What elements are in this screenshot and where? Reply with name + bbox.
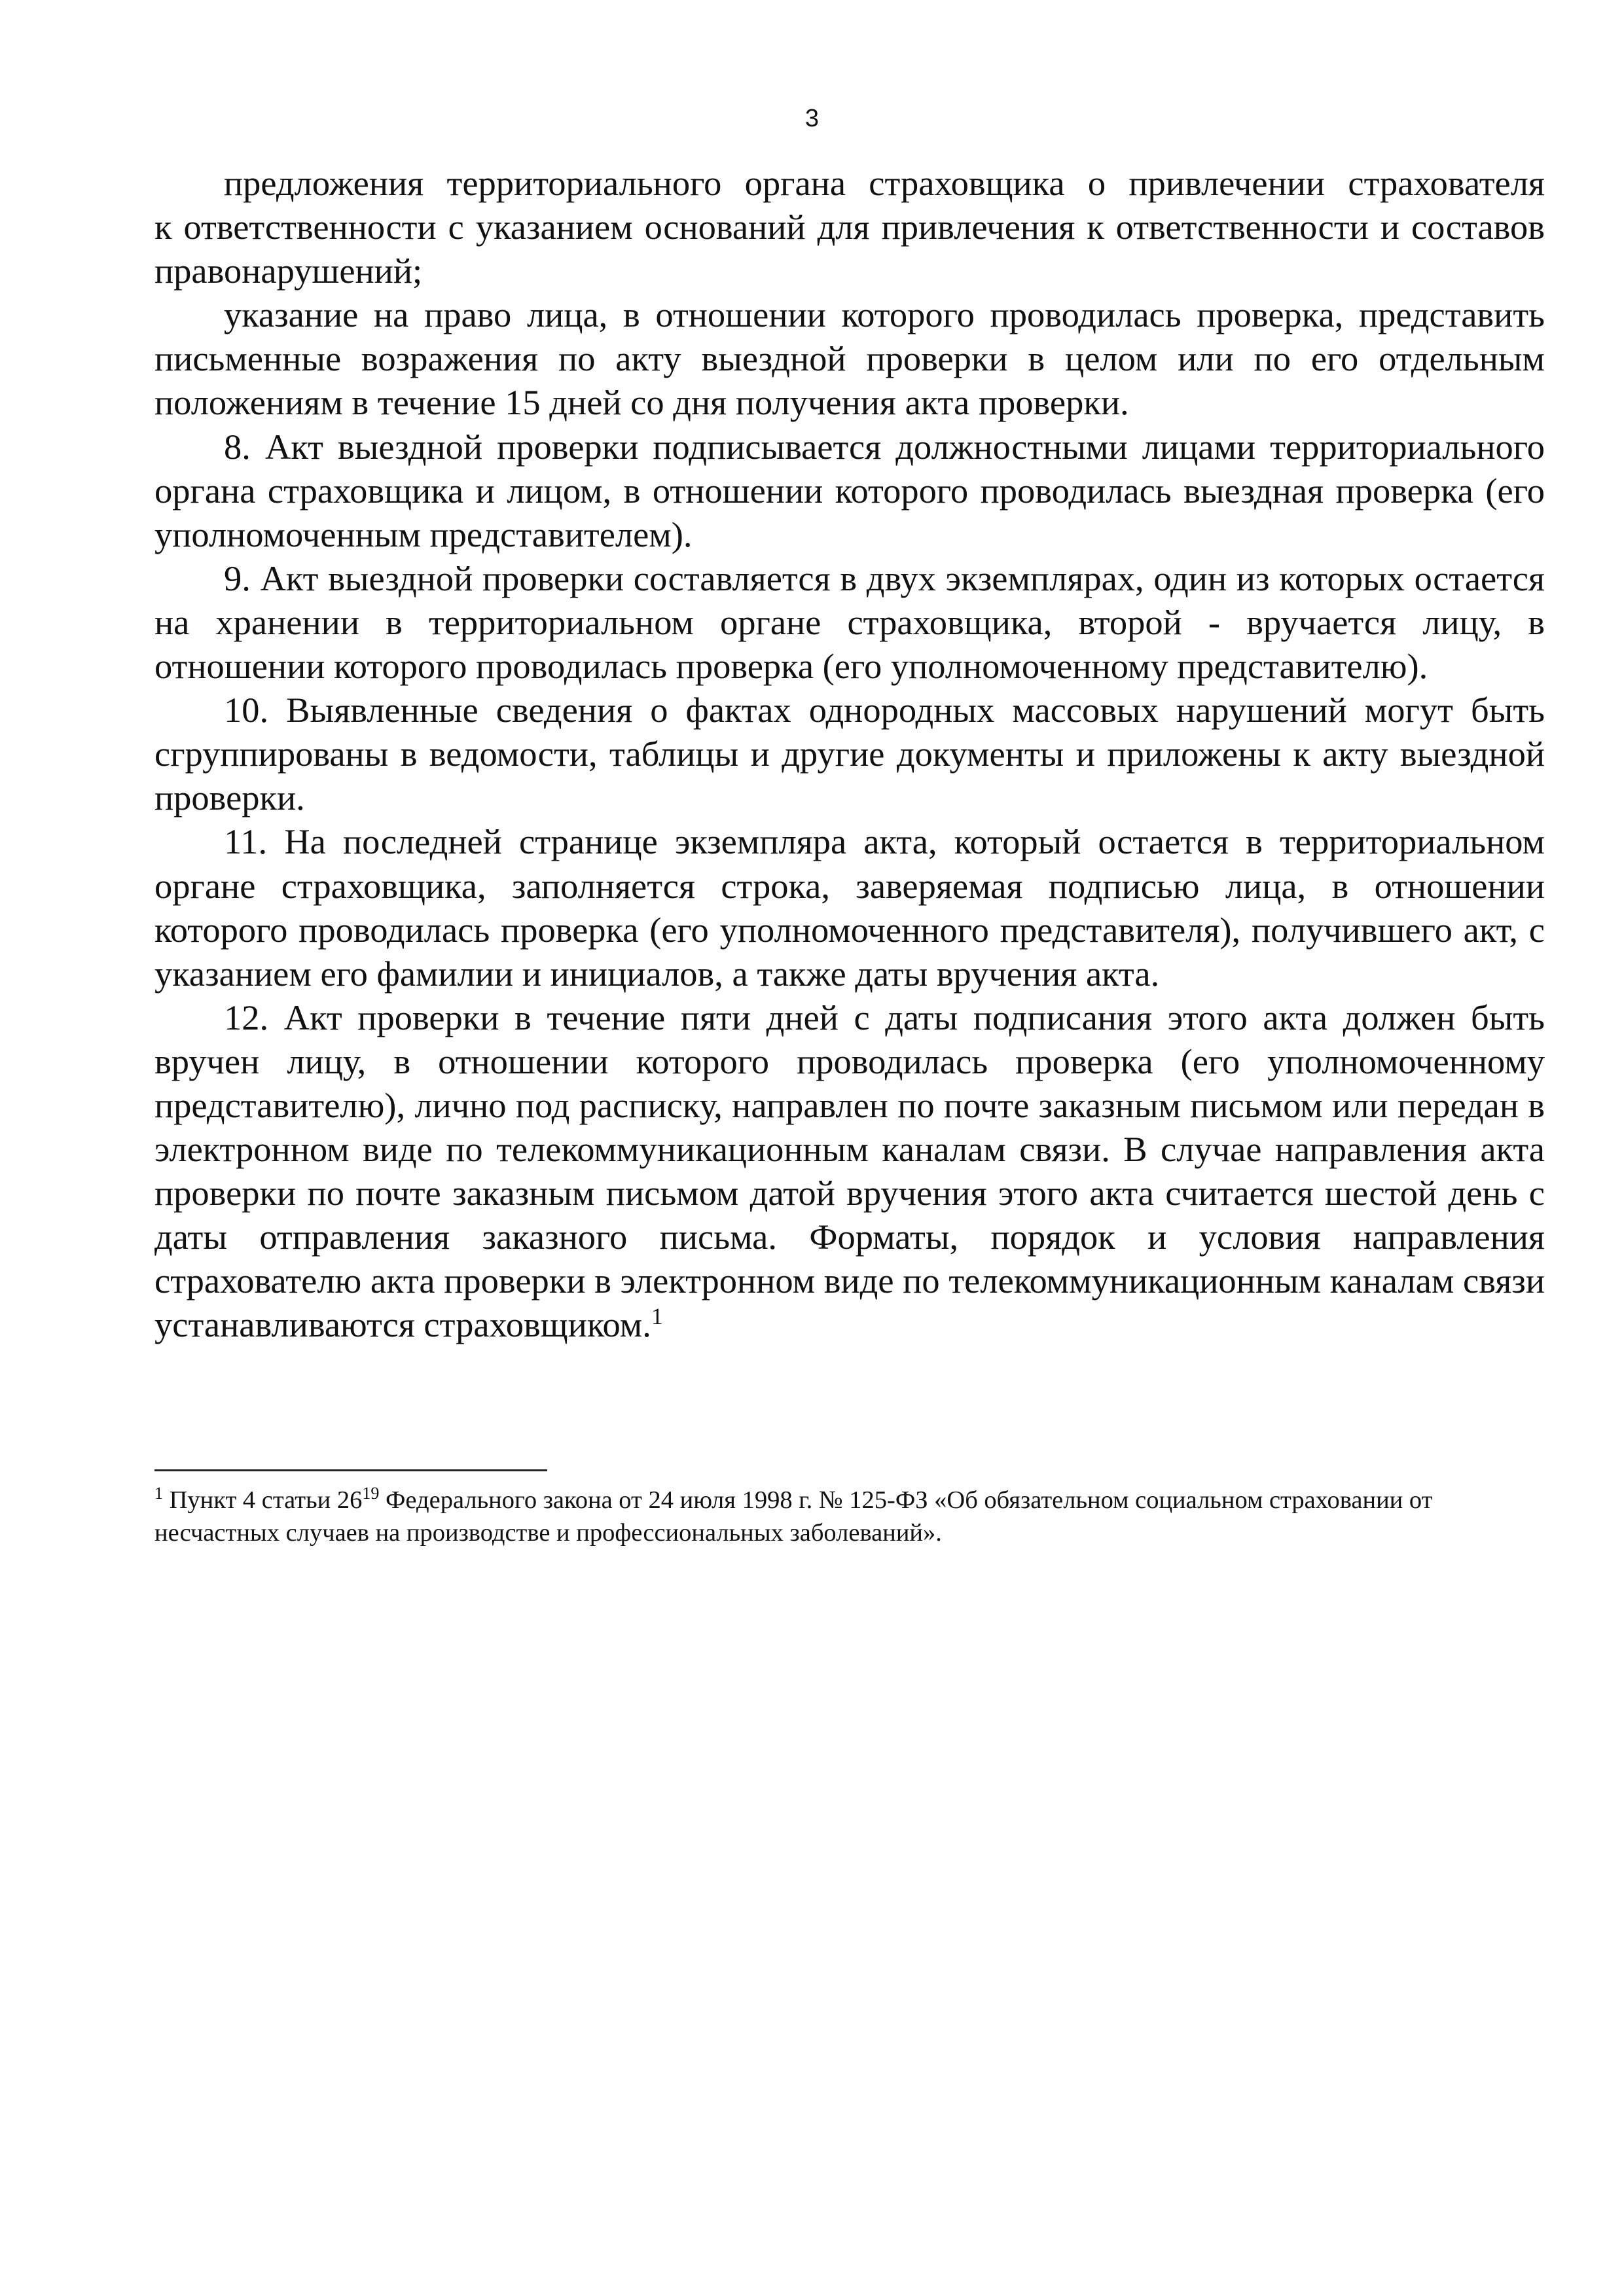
footnote-marker: 1: [154, 1484, 163, 1503]
item-8-text: 8. Акт выездной проверки подписывается должностными лицами территориального органа страховщика и лицом, в отношении которого проводилась выездная проверка (его уполномоченным представителем).: [154, 426, 1545, 554]
item-10-text: 10. Выявленные сведения о фактах однородных массовых нарушений могут быть сгруппированы в ведомости, таблицы и другие документы и приложены к акту выездной проверки.: [154, 690, 1545, 818]
item-8-paragraph: [154, 425, 1545, 556]
footnote-superscript: 19: [362, 1484, 380, 1503]
item-12-paragraph: [154, 996, 1545, 1347]
item-11-text: 11. На последней странице экземпляра акта, который остается в территориальном органе страховщика, заполняется строка, заверяемая подписью лица, в отношении которого проводилась проверка (его уполномоченного представителя), получившего акт, с указанием его фамилии и инициалов, а также даты вручения акта.: [154, 821, 1545, 994]
footnote-text-before: Пункт 4 статьи 26: [169, 1486, 363, 1514]
objection-right-text: указание на право лица, в отношении которого проводилась проверка, представить письменные возражения по акту выездной проверки в целом или по его отдельным положениям в течение 15 дней со дня получения акта проверки.: [154, 295, 1545, 423]
intro-continuation-paragraph: [154, 161, 1545, 205]
intro-continuation-text: предложения территориального органа страховщика о привлечении страхователя: [224, 163, 1545, 203]
objection-right-paragraph: [154, 293, 1545, 424]
item-11-paragraph: [154, 819, 1545, 995]
footnote-text-after: Федерального закона от 24 июля 1998 г. № 125-ФЗ «Об обязательном социальном страховании от несчастных случаев на производстве и профессиональных заболеваний».: [154, 1486, 1433, 1547]
page-number: 3: [804, 105, 820, 132]
item-10-paragraph: [154, 688, 1545, 819]
item-9-paragraph: [154, 556, 1545, 688]
intro-continuation-paragraph-2: [154, 205, 1545, 293]
intro-line2-text: к ответственности с указанием оснований для привлечения к ответственности и составов правонарушений;: [154, 207, 1545, 291]
item-12-text: 12. Акт проверки в течение пяти дней с даты подписания этого акта должен быть вручен лицу, в отношении которого проводилась проверка (его уполномоченному представителю), лично под расписку, направлен по почте заказным письмом или передан в электронном виде по телекоммуникационным каналам связи. В случае направления акта проверки по почте заказным письмом датой вручения этого акта считается шестой день с даты отправления заказного письма. Форматы, порядок и условия направления страхователю акта проверки в электронном виде по телекоммуникационным каналам связи устанавливаются страховщиком.: [154, 997, 1545, 1345]
footnote: [154, 1484, 1545, 1549]
footnote-separator: [154, 1469, 547, 1471]
document-body: [154, 161, 1545, 1347]
footnote-reference[interactable]: 1: [651, 1303, 663, 1330]
item-9-text: 9. Акт выездной проверки составляется в двух экземплярах, один из которых остается на хранении в территориальном органе страховщика, второй - вручается лицу, в отношении которого проводилась проверка (его уполномоченному представителю).: [154, 558, 1545, 687]
